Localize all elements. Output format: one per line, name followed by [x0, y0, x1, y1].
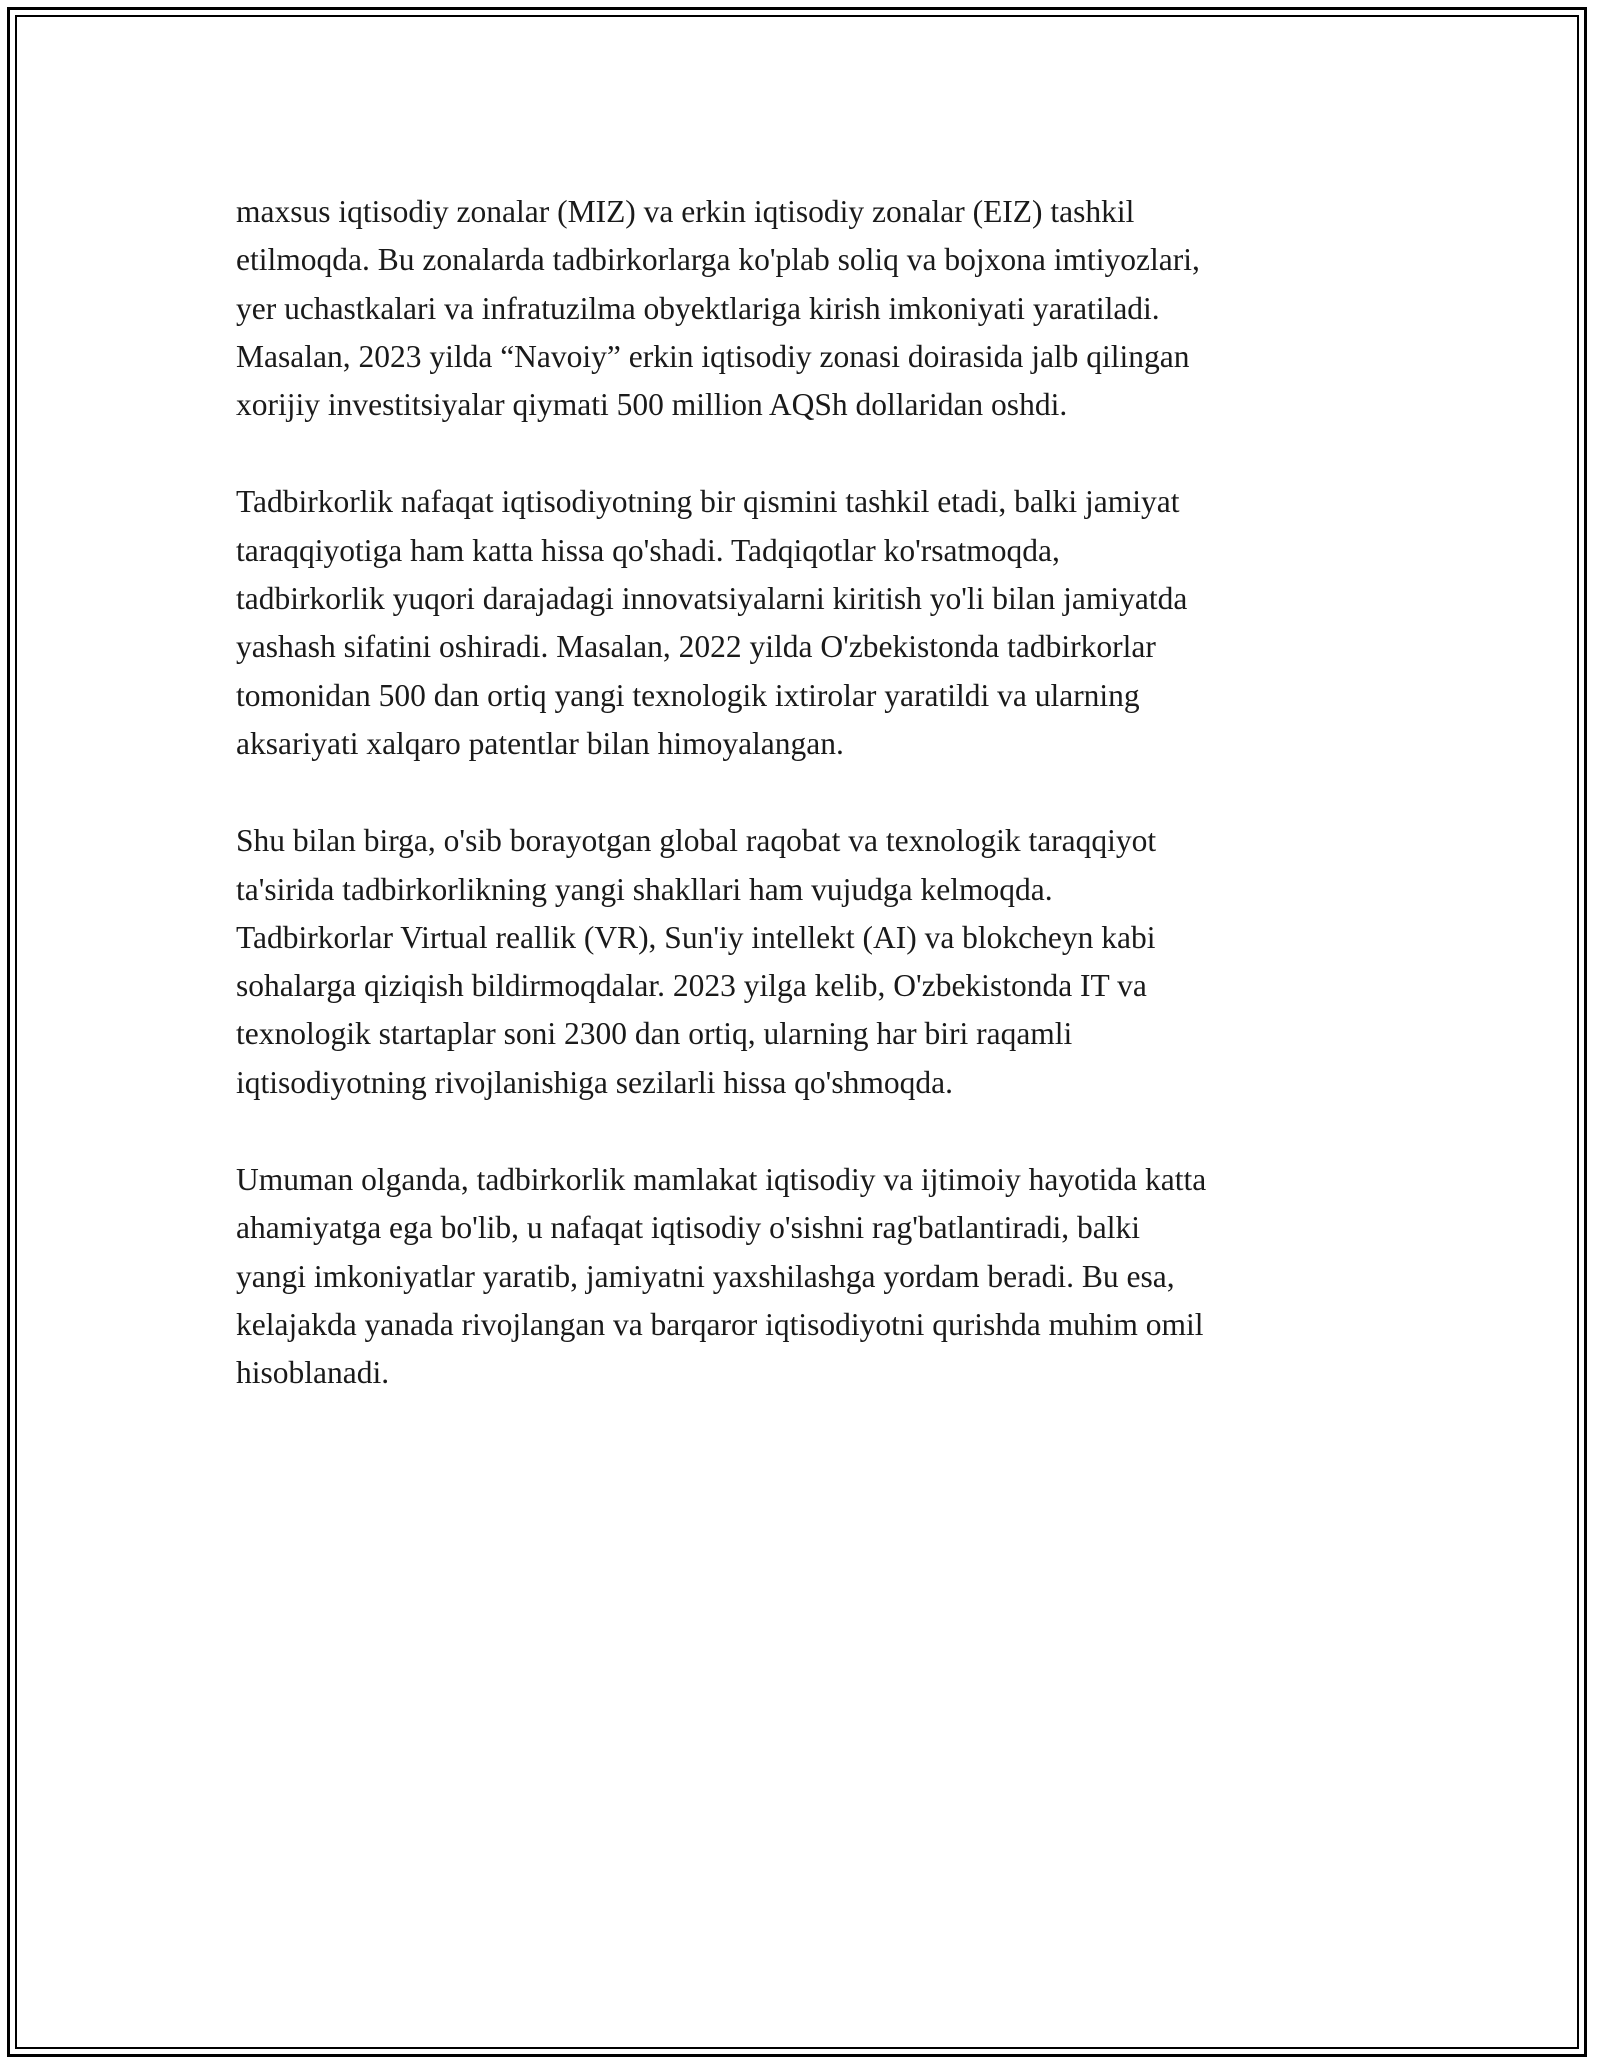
text-line: texnologik startaplar soni 2300 dan ortiq, ularning har biri raqamli [236, 1016, 1073, 1052]
text-line: yer uchastkalari va infratuzilma obyektlariga kirish imkoniyati yaratiladi. [236, 290, 1160, 326]
text-line: Shu bilan birga, o'sib borayotgan global raqobat va texnologik taraqqiyot [236, 823, 1157, 859]
text-line: yangi imkoniyatlar yaratib, jamiyatni yaxshilashga yordam beradi. Bu esa, [236, 1258, 1175, 1294]
paragraph-4 [236, 1156, 1376, 1397]
text-line: sohalarga qiziqish bildirmoqdalar. 2023 yilga kelib, O'zbekistonda IT va [236, 968, 1147, 1004]
document-body [236, 188, 1376, 1447]
paragraph-3 [236, 817, 1376, 1107]
text-line: maxsus iqtisodiy zonalar (MIZ) va erkin iqtisodiy zonalar (EIZ) tashkil [236, 194, 1135, 229]
text-line: Tadbirkorlik nafaqat iqtisodiyotning bir qismini tashkil etadi, balki jamiyat [236, 484, 1180, 520]
text-line: Umuman olganda, tadbirkorlik mamlakat iqtisodiy va ijtimoiy hayotida katta [236, 1162, 1207, 1198]
text-line: xorijiy investitsiyalar qiymati 500 million AQSh dollaridan oshdi. [236, 387, 1068, 423]
text-line: aksariyati xalqaro patentlar bilan himoyalangan. [236, 725, 844, 761]
text-line: etilmoqda. Bu zonalarda tadbirkorlarga ko'plab soliq va bojxona imtiyozlari, [236, 242, 1200, 278]
text-line: Tadbirkorlar Virtual reallik (VR), Sun'iy intellekt (AI) va blokcheyn kabi [236, 919, 1156, 955]
text-line: taraqqiyotiga ham katta hissa qo'shadi. Tadqiqotlar ko'rsatmoqda, [236, 532, 1060, 568]
text-line: tomonidan 500 dan ortiq yangi texnologik ixtirolar yaratildi va ularning [236, 677, 1140, 713]
text-line: ahamiyatga ega bo'lib, u nafaqat iqtisodiy o'sishni rag'batlantiradi, balki [236, 1210, 1141, 1246]
text-line: ta'sirida tadbirkorlikning yangi shakllari ham vujudga kelmoqda. [236, 871, 1053, 907]
paragraph-2 [236, 478, 1376, 768]
text-line: tadbirkorlik yuqori darajadagi innovatsiyalarni kiritish yo'li bilan jamiyatda [236, 581, 1188, 617]
text-line: kelajakda yanada rivojlangan va barqaror iqtisodiyotni qurishda muhim omil [236, 1306, 1204, 1342]
paragraph-1 [236, 188, 1376, 429]
text-line: iqtisodiyotning rivojlanishiga sezilarli hissa qo'shmoqda. [236, 1064, 953, 1100]
text-line: hisoblanadi. [236, 1355, 390, 1391]
text-line: Masalan, 2023 yilda “Navoiy” erkin iqtisodiy zonasi doirasida jalb qilingan [236, 338, 1190, 374]
text-line: yashash sifatini oshiradi. Masalan, 2022 yilda O'zbekistonda tadbirkorlar [236, 629, 1156, 665]
